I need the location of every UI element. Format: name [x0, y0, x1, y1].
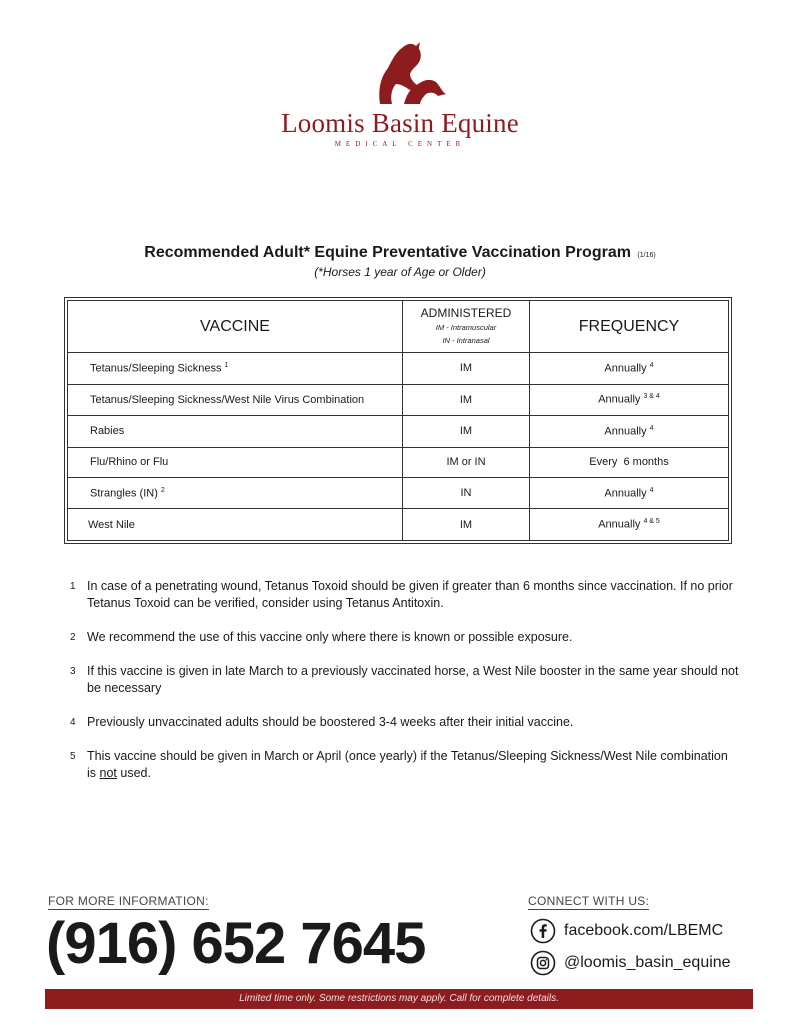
header-administered-im: IM - Intramuscular	[435, 323, 497, 332]
header-frequency: FREQUENCY	[530, 301, 729, 353]
footnote-item	[70, 578, 740, 612]
vaccine-cell	[68, 416, 403, 448]
facebook-link[interactable]	[530, 918, 723, 944]
footnote-number: 3	[70, 666, 76, 677]
brand-subtitle: MEDICAL CENTER	[334, 140, 466, 148]
vaccine-footnote: 2	[160, 486, 165, 494]
footnote-item	[70, 748, 740, 782]
footnote-number: 1	[70, 581, 76, 592]
frequency-footnote: 4	[649, 486, 654, 494]
facebook-handle: facebook.com/LBEMC	[564, 922, 724, 939]
vaccine-cell	[68, 353, 403, 385]
header-administered	[403, 301, 530, 353]
title-text: Recommended Adult* Equine Preventative Vaccination Program	[144, 244, 631, 261]
vaccine-name: Rabies	[90, 425, 125, 438]
frequency-footnote: 3 & 4	[643, 393, 660, 401]
administered-cell: IM	[403, 353, 530, 385]
footnote-text: We recommend the use of this vaccine only where there is known or possible exposure.	[87, 630, 573, 644]
vaccination-table	[67, 300, 729, 541]
administered-cell: IM or IN	[403, 447, 530, 477]
vaccine-name: Flu/Rhino or Flu	[90, 456, 169, 469]
administered-cell: IM	[403, 384, 530, 416]
table-row	[68, 353, 729, 385]
instagram-link[interactable]	[530, 950, 731, 976]
administered-cell: IN	[403, 477, 530, 509]
instagram-icon	[530, 950, 556, 976]
brand-name: Loomis Basin Equine	[281, 108, 519, 138]
table-row	[68, 509, 729, 541]
frequency-cell	[530, 384, 729, 416]
horse-logo-icon	[350, 40, 450, 106]
frequency-footnote: 4 & 5	[643, 518, 660, 526]
vaccine-name: Tetanus/Sleeping Sickness/West Nile Virus Combination	[90, 393, 365, 406]
frequency-cell	[530, 509, 729, 541]
vaccine-cell	[68, 509, 403, 541]
footnote-text	[87, 748, 740, 782]
connect-label: CONNECT WITH US:	[528, 894, 650, 908]
title-date: (1/16)	[637, 252, 656, 259]
frequency-footnote: 4	[649, 361, 654, 369]
footnote-text-part: used.	[116, 766, 151, 780]
vaccine-cell	[68, 477, 403, 509]
vaccine-cell	[68, 384, 403, 416]
phone-number[interactable]: (916) 652 7645	[46, 911, 426, 976]
footnote-text: In case of a penetrating wound, Tetanus Toxoid should be given if greater than 6 months since vaccination. If no prior Tetanus Toxoid can be verified, consider using Tetanus Antitoxin.	[87, 579, 733, 610]
vaccine-name: Tetanus/Sleeping Sickness	[90, 362, 222, 375]
footnote-emphasis: not	[99, 766, 117, 780]
header-administered-label: ADMINISTERED	[420, 306, 512, 320]
frequency-text: Every 6 months	[589, 456, 669, 469]
administered-cell: IM	[403, 509, 530, 541]
footnote-number: 4	[70, 717, 76, 728]
footnote-number: 2	[70, 632, 76, 643]
frequency-cell	[530, 416, 729, 448]
frequency-text: Annually	[598, 394, 641, 407]
more-info-label: FOR MORE INFORMATION:	[48, 894, 209, 908]
frequency-text: Annually	[604, 362, 647, 375]
page-title	[0, 244, 800, 262]
frequency-text: Annually	[598, 519, 641, 532]
frequency-footnote: 4	[649, 425, 654, 433]
page-subtitle: (*Horses 1 year of Age or Older)	[314, 265, 486, 279]
frequency-text: Annually	[604, 487, 647, 500]
table-row	[68, 447, 729, 477]
vaccine-name: West Nile	[88, 518, 135, 531]
header-vaccine: VACCINE	[68, 301, 403, 353]
footnote-number: 5	[70, 751, 76, 762]
footnote-text: Previously unvaccinated adults should be boostered 3-4 weeks after their initial vaccine.	[87, 715, 574, 729]
administered-cell: IM	[403, 416, 530, 448]
frequency-text: Annually	[604, 425, 647, 438]
facebook-icon	[530, 918, 556, 944]
table-row	[68, 477, 729, 509]
vaccine-cell	[68, 447, 403, 477]
frequency-cell	[530, 447, 729, 477]
footer-disclaimer: Limited time only. Some restrictions may apply. Call for complete details.	[45, 989, 753, 1009]
header-administered-in: IN - Intranasal	[442, 336, 490, 345]
vaccine-footnote: 1	[224, 361, 229, 369]
table-header-row	[68, 301, 729, 353]
instagram-handle: @loomis_basin_equine	[564, 954, 731, 971]
footnote-item	[70, 714, 740, 731]
footnote-text-part: This vaccine should be given in March or April (once yearly) if the Tetanus/Sleeping Sickness/West Nile combination is	[87, 749, 728, 780]
footnote-item	[70, 629, 740, 646]
frequency-cell	[530, 353, 729, 385]
table-row	[68, 384, 729, 416]
table-row	[68, 416, 729, 448]
vaccine-name: Strangles (IN)	[90, 487, 158, 500]
brand-logo	[0, 40, 800, 148]
footnote-item	[70, 663, 740, 697]
footnote-text: If this vaccine is given in late March to a previously vaccinated horse, a West Nile booster in the same year should not be necessary	[87, 664, 739, 695]
footnotes	[70, 578, 740, 799]
vaccination-table-frame	[64, 297, 732, 544]
frequency-cell	[530, 477, 729, 509]
